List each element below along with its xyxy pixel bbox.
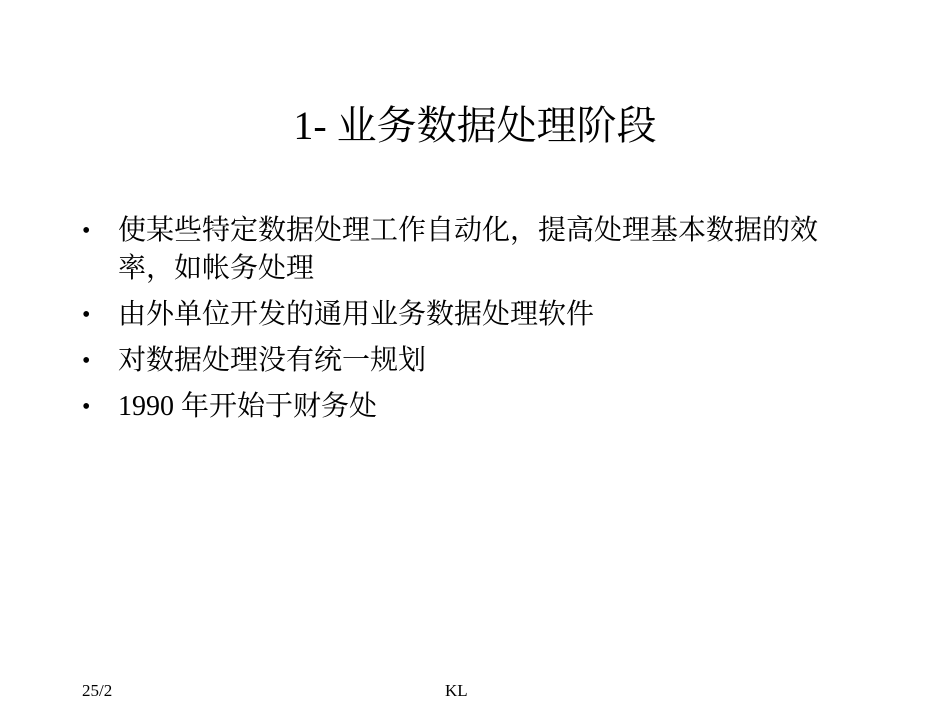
bullet-list: [80, 212, 860, 434]
bullet-text: 1990 年开始于财务处: [118, 391, 378, 422]
footer-label: KL: [445, 681, 468, 700]
bullet-text: 对数据处理没有统一规划: [118, 345, 427, 376]
bullet-dot-icon: •: [82, 348, 91, 374]
bullet-item: [80, 342, 860, 380]
bullet-item: [80, 388, 860, 426]
bullet-text: 由外单位开发的通用业务数据处理软件: [118, 299, 595, 330]
bullet-dot-icon: •: [82, 218, 91, 244]
bullet-dot-icon: •: [82, 394, 91, 420]
bullet-item: [80, 296, 860, 334]
footer-page-number: 25/2: [82, 681, 113, 700]
bullet-text: 使某些特定数据处理工作自动化，提高处理基本数据的效率，如帐务处理: [118, 215, 819, 284]
slide-title: 1- 业务数据处理阶段: [293, 103, 657, 148]
bullet-item: [80, 212, 860, 288]
bullet-dot-icon: •: [82, 302, 91, 328]
